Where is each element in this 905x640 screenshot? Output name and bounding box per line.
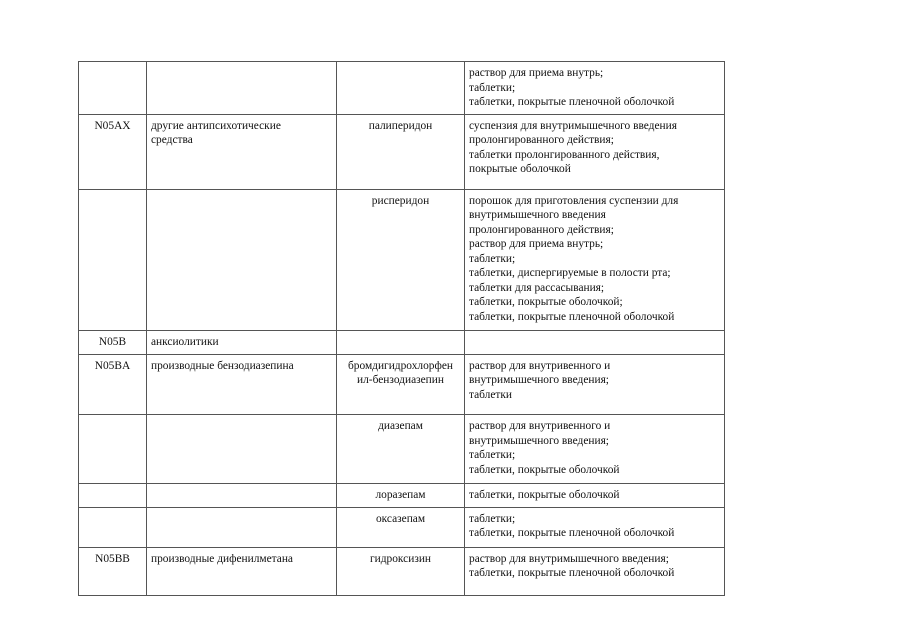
dosage-form-line: таблетки, покрытые оболочкой; bbox=[469, 296, 623, 308]
table-row bbox=[79, 114, 725, 189]
dosage-form-line: таблетки bbox=[469, 388, 513, 401]
dosage-form-cell bbox=[465, 331, 725, 355]
group-name-line: анксиолитики bbox=[151, 336, 219, 348]
group-name-cell bbox=[147, 354, 337, 415]
drug-name-line: гидроксизин bbox=[369, 552, 432, 565]
drug-name-cell bbox=[337, 189, 465, 331]
table-row bbox=[79, 354, 725, 415]
dosage-form-cell bbox=[465, 415, 725, 484]
dosage-form-line: таблетки, диспергируемые в полости рта; bbox=[469, 267, 671, 279]
drug-name-cell bbox=[337, 547, 465, 595]
table-row bbox=[79, 547, 725, 595]
dosage-form-line: раствор для приема внутрь; bbox=[469, 238, 604, 250]
dosage-form-line: раствор для внутримышечного введения; bbox=[469, 552, 669, 565]
group-name-cell bbox=[147, 114, 337, 189]
dosage-form-line: пролонгированного действия; bbox=[469, 134, 614, 146]
drug-name-cell bbox=[337, 62, 465, 115]
dosage-form-line: раствор для внутривенного и bbox=[469, 420, 611, 432]
dosage-form-line: раствор для приема внутрь; bbox=[469, 67, 604, 79]
drug-name-line: палиперидон bbox=[368, 119, 433, 132]
dosage-form-line: внутримышечного введения; bbox=[469, 434, 609, 447]
dosage-form-cell bbox=[465, 189, 725, 331]
dosage-form-line: таблетки, покрытые оболочкой bbox=[469, 489, 620, 501]
dosage-form-cell bbox=[465, 62, 725, 115]
dosage-form-cell bbox=[465, 484, 725, 508]
atc-code-cell bbox=[79, 114, 147, 189]
atc-code: N05BB bbox=[95, 552, 130, 565]
dosage-form-line: раствор для внутривенного и bbox=[469, 359, 611, 372]
dosage-form-line: таблетки; bbox=[469, 81, 516, 94]
table-row bbox=[79, 62, 725, 115]
dosage-form-line: таблетки, покрытые пленочной оболочкой bbox=[469, 567, 675, 579]
dosage-form-line: внутримышечного введения bbox=[469, 209, 606, 221]
atc-code-cell bbox=[79, 484, 147, 508]
medication-table-body bbox=[79, 62, 725, 596]
dosage-form-cell bbox=[465, 354, 725, 415]
dosage-form-cell bbox=[465, 114, 725, 189]
group-name-cell bbox=[147, 415, 337, 484]
group-name-cell bbox=[147, 331, 337, 355]
medication-table bbox=[78, 61, 725, 596]
atc-code-cell bbox=[79, 189, 147, 331]
table-row bbox=[79, 484, 725, 508]
dosage-form-line: покрытые оболочкой bbox=[469, 163, 571, 175]
atc-code: N05B bbox=[98, 336, 127, 348]
group-name-cell bbox=[147, 62, 337, 115]
group-name-line: средства bbox=[151, 134, 193, 146]
dosage-form-line: таблетки, покрытые пленочной оболочкой bbox=[469, 310, 675, 323]
drug-name-line: бромдигидрохлорфен bbox=[347, 359, 454, 372]
dosage-form-line: суспензия для внутримышечного введения bbox=[469, 119, 677, 132]
group-name-line: другие антипсихотические bbox=[151, 119, 281, 132]
group-name-line: производные бензодиазепина bbox=[151, 359, 294, 372]
dosage-form-line: таблетки; bbox=[469, 512, 516, 525]
atc-code: N05AX bbox=[94, 119, 131, 132]
atc-code-cell bbox=[79, 354, 147, 415]
group-name-cell bbox=[147, 189, 337, 331]
group-name-line: производные дифенилметана bbox=[151, 552, 293, 565]
dosage-form-line: таблетки, покрытые оболочкой bbox=[469, 463, 620, 476]
drug-name-line: лоразепам bbox=[375, 489, 426, 501]
atc-code-cell bbox=[79, 415, 147, 484]
atc-code-cell bbox=[79, 507, 147, 547]
table-row bbox=[79, 189, 725, 331]
drug-name-cell bbox=[337, 354, 465, 415]
drug-name-cell bbox=[337, 507, 465, 547]
dosage-form-line: таблетки, покрытые пленочной оболочкой bbox=[469, 96, 675, 108]
dosage-form-cell bbox=[465, 507, 725, 547]
atc-code-cell bbox=[79, 547, 147, 595]
drug-name-cell bbox=[337, 415, 465, 484]
group-name-cell bbox=[147, 547, 337, 595]
drug-name-cell bbox=[337, 331, 465, 355]
table-row bbox=[79, 507, 725, 547]
dosage-form-line: пролонгированного действия; bbox=[469, 223, 614, 236]
group-name-cell bbox=[147, 507, 337, 547]
dosage-form-line: таблетки, покрытые пленочной оболочкой bbox=[469, 527, 675, 539]
drug-name-line: диазепам bbox=[378, 420, 423, 432]
dosage-form-line: таблетки для рассасывания; bbox=[469, 281, 605, 294]
atc-code-cell bbox=[79, 331, 147, 355]
group-name-cell bbox=[147, 484, 337, 508]
dosage-form-line: таблетки; bbox=[469, 252, 516, 265]
drug-name-cell bbox=[337, 484, 465, 508]
dosage-form-line: порошок для приготовления суспензии для bbox=[469, 194, 679, 207]
atc-code: N05BA bbox=[94, 359, 131, 372]
dosage-form-line: таблетки; bbox=[469, 449, 516, 461]
atc-code-cell bbox=[79, 62, 147, 115]
dosage-form-cell bbox=[465, 547, 725, 595]
drug-name-line: рисперидон bbox=[371, 194, 430, 207]
drug-name-cell bbox=[337, 114, 465, 189]
dosage-form-line: таблетки пролонгированного действия, bbox=[469, 148, 660, 161]
drug-name-line: ил-бензодиазепин bbox=[357, 374, 444, 386]
dosage-form-line: внутримышечного введения; bbox=[469, 374, 609, 386]
table-row bbox=[79, 415, 725, 484]
table-row bbox=[79, 331, 725, 355]
drug-name-line: оксазепам bbox=[375, 512, 426, 525]
